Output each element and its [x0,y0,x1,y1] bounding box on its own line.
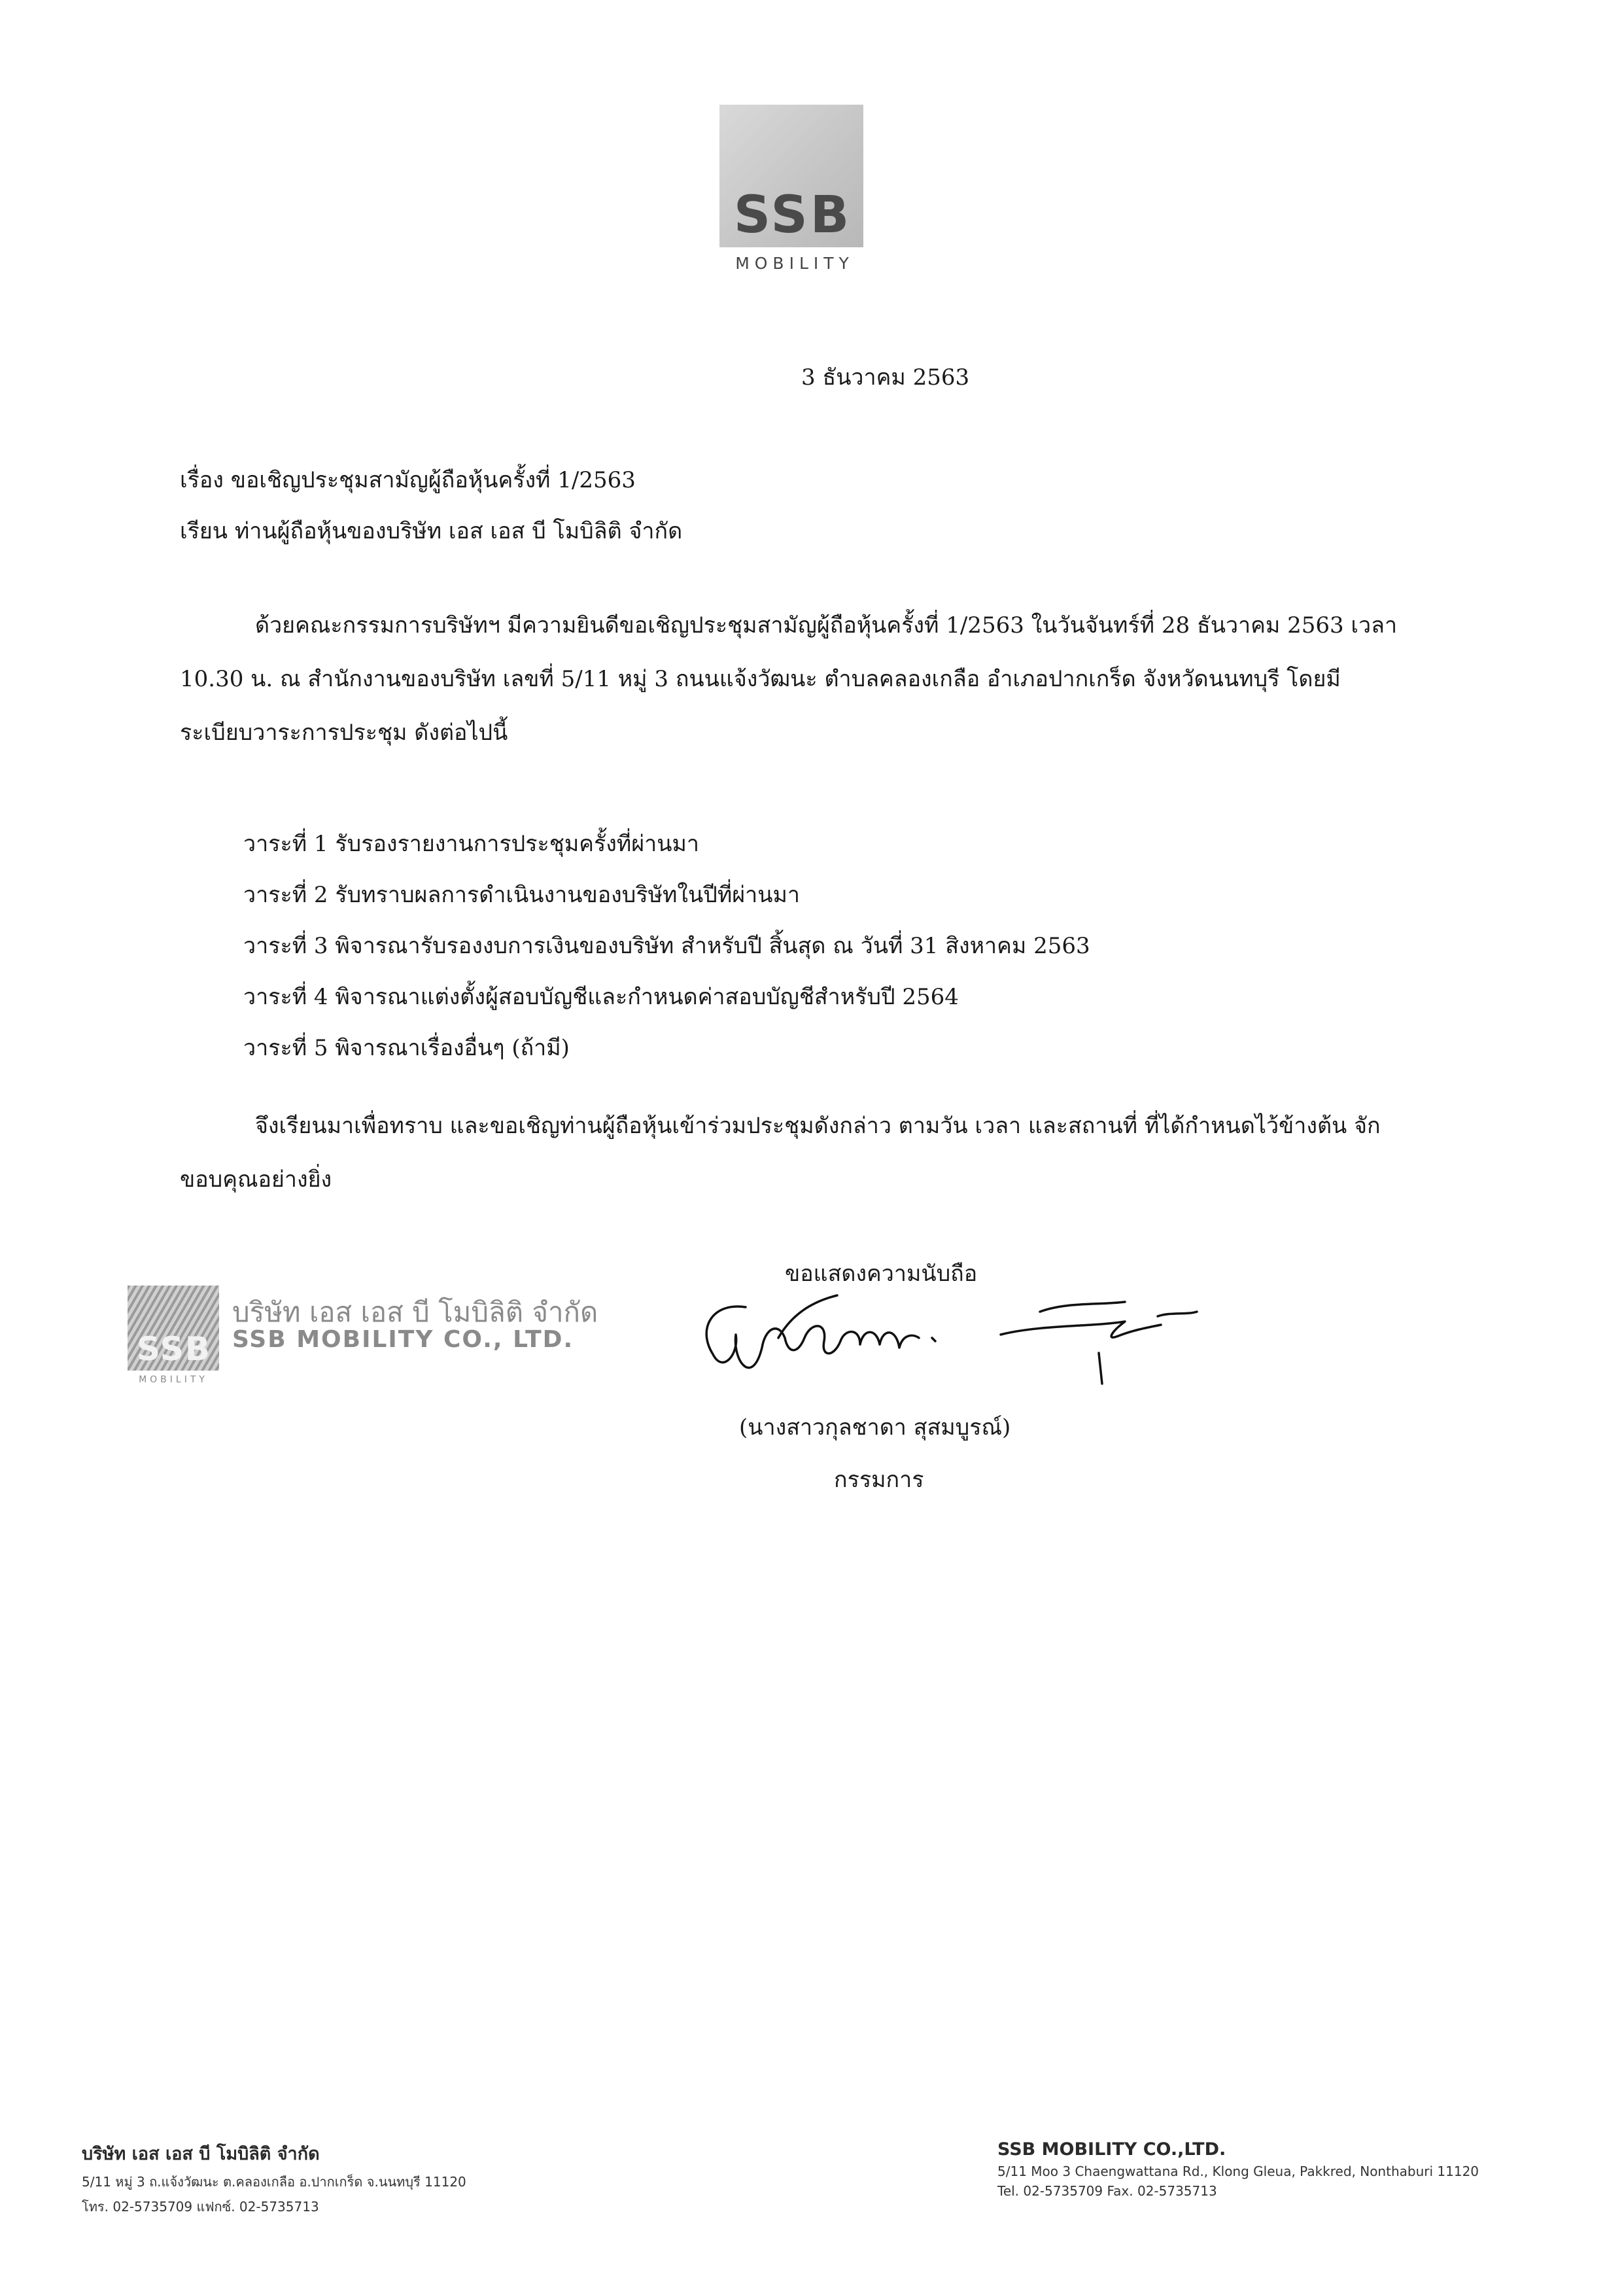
agenda-item-5: วาระที่ 5 พิจารณาเรื่องอื่นๆ (ถ้ามี) [243,1035,570,1061]
footer-thai [82,2139,466,2217]
letter-closing: ขอแสดงความนับถือ [785,1261,978,1287]
stamp-logo-brand: SSB [137,1330,211,1368]
stamp-company-th: บริษัท เอส เอส บี โมบิลิติ จำกัด [232,1296,598,1328]
footer-en-contact: Tel. 02-5735709 Fax. 02-5735713 [997,2183,1217,2199]
stamp-company-en: SSB MOBILITY CO., LTD. [232,1326,574,1353]
footer-th-address: 5/11 หมู่ 3 ถ.แจ้งวัฒนะ ต.คลองเกลือ อ.ปากเกร็ด จ.นนทบุรี 11120 [82,2174,466,2190]
letter-subject: เรื่อง ขอเชิญประชุมสามัญผู้ถือหุ้นครั้งที่ 1/2563 [180,467,636,493]
company-stamp [128,1286,625,1393]
footer-english [997,2139,1479,2199]
body-paragraph-1: ด้วยคณะกรรมการบริษัทฯ มีความยินดีขอเชิญประชุมสามัญผู้ถือหุ้นครั้งที่ 1/2563 ในวันจันทร์ที่ 28 ธันวาคม 2563 เวลา 10.30 น. ณ สำนักงานของบริษัท เลขที่ 5/11 หมู่ 3 ถนนแจ้งวัฒนะ ตำบลคลองเกลือ อำเภอปากเกร็ด จังหวัดนนทบุรี โดยมีระเบียบวาระการประชุม ดังต่อไปนี้ [180,612,1398,746]
footer-th-contact: โทร. 02-5735709 แฟกซ์. 02-5735713 [82,2199,319,2215]
letter-salutation: เรียน ท่านผู้ถือหุ้นของบริษัท เอส เอส บี โมบิลิติ จำกัด [180,518,683,544]
footer-th-company: บริษัท เอส เอส บี โมบิลิติ จำกัด [82,2144,320,2164]
footer-en-address: 5/11 Moo 3 Chaengwattana Rd., Klong Gleua, Pakkred, Nonthaburi 11120 [997,2164,1479,2179]
agenda-item-1: วาระที่ 1 รับรองรายงานการประชุมครั้งที่ผ่านมา [243,831,700,857]
agenda-item-4: วาระที่ 4 พิจารณาแต่งตั้งผู้สอบบัญชีและกำหนดค่าสอบบัญชีสำหรับปี 2564 [243,984,959,1010]
agenda-item-3: วาระที่ 3 พิจารณารับรองงบการเงินของบริษัท สำหรับปี สิ้นสุด ณ วันที่ 31 สิงหาคม 2563 [243,933,1090,959]
signer-title: กรรมการ [834,1467,924,1493]
footer-en-company: SSB MOBILITY CO.,LTD. [997,2139,1226,2160]
signer-name: (นางสาวกุลชาดา สุสมบูรณ์) [739,1414,1011,1441]
body-paragraph-2: จึงเรียนมาเพื่อทราบ และขอเชิญท่านผู้ถือหุ้นเข้าร่วมประชุมดังกล่าว ตามวัน เวลา และสถานที่ ที่ได้กำหนดไว้ข้างต้น จักขอบคุณอย่างยิ่ง [180,1113,1381,1193]
agenda-item-2: วาระที่ 2 รับทราบผลการดำเนินงานของบริษัทในปีที่ผ่านมา [243,882,800,908]
handwritten-signature [700,1276,1256,1400]
logo-brand: SSB [733,186,852,245]
stamp-logo-subtitle: MOBILITY [139,1375,208,1385]
logo-subtitle: MOBILITY [735,254,854,273]
company-logo [719,105,870,275]
letter-date: 3 ธันวาคม 2563 [801,364,970,391]
